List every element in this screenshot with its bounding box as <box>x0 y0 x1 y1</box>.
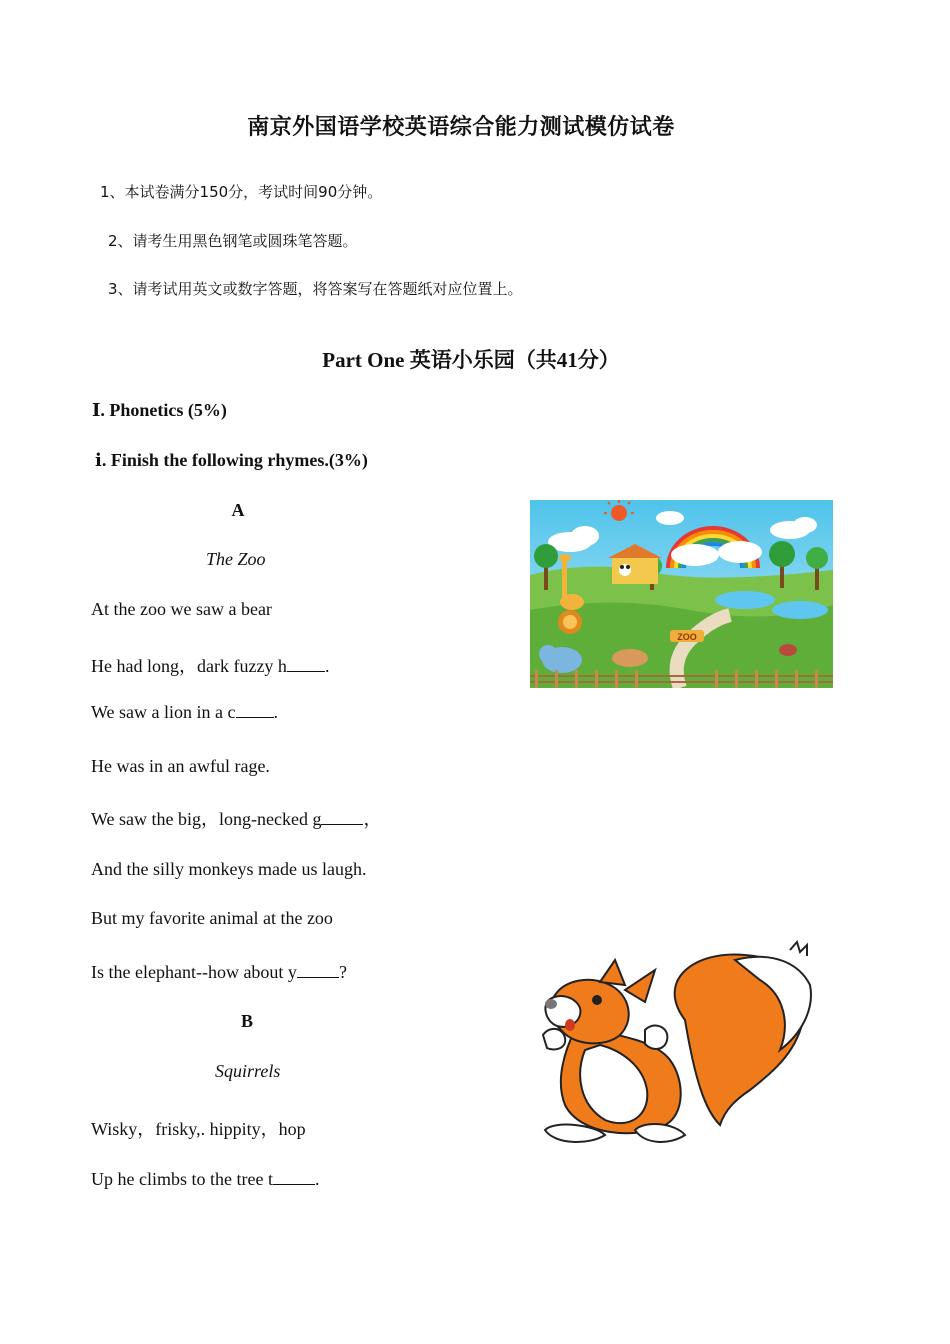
section-phonetics-heading: Ⅰ. Phonetics (5%) <box>92 400 227 420</box>
squirrel-illustration <box>535 940 820 1150</box>
exam-note-3: 3、请考试用英文或数字答题，将答案写在答题纸对应位置上。 <box>108 280 523 298</box>
poem-a-line-5: We saw the big，long-necked g ， <box>91 809 382 829</box>
poem-a-line-3: We saw a lion in a c . <box>91 702 279 722</box>
answer-blank[interactable] <box>236 703 274 718</box>
poem-b-line-2: Up he climbs to the tree t . <box>91 1169 320 1189</box>
answer-blank[interactable] <box>297 963 339 978</box>
exam-note-1: 1、本试卷满分150分，考试时间90分钟。 <box>100 183 383 201</box>
poem-a-line-7: But my favorite animal at the zoo <box>91 908 333 928</box>
exam-note-2: 2、请考生用黑色钢笔或圆珠笔答题。 <box>108 232 358 250</box>
poem-a-title: The Zoo <box>206 549 266 569</box>
answer-blank[interactable] <box>287 657 325 672</box>
poem-a-line-4: He was in an awful rage. <box>91 756 270 776</box>
zoo-sign-text: ZOO <box>677 632 697 642</box>
poem-b-label: B <box>240 1011 253 1031</box>
poem-a-label: A <box>231 500 245 520</box>
poem-a-line-8: Is the elephant--how about y ? <box>91 962 347 982</box>
poem-a-line-6: And the silly monkeys made us laugh. <box>91 859 367 879</box>
poem-a-line-2: He had long，dark fuzzy h . <box>91 656 330 676</box>
zoo-illustration <box>530 500 833 688</box>
part-one-heading: Part One 英语小乐园（共41分） <box>322 348 620 372</box>
answer-blank[interactable] <box>321 810 363 825</box>
page-title: 南京外国语学校英语综合能力测试模仿试卷 <box>247 115 675 140</box>
poem-b-line-1: Wisky，frisky,. hippity，hop <box>91 1119 306 1139</box>
poem-a-line-1: At the zoo we saw a bear <box>91 599 272 619</box>
answer-blank[interactable] <box>273 1170 315 1185</box>
poem-b-title: Squirrels <box>215 1061 281 1081</box>
subsection-rhymes-heading: ⅰ. Finish the following rhymes.(3%) <box>95 450 368 470</box>
